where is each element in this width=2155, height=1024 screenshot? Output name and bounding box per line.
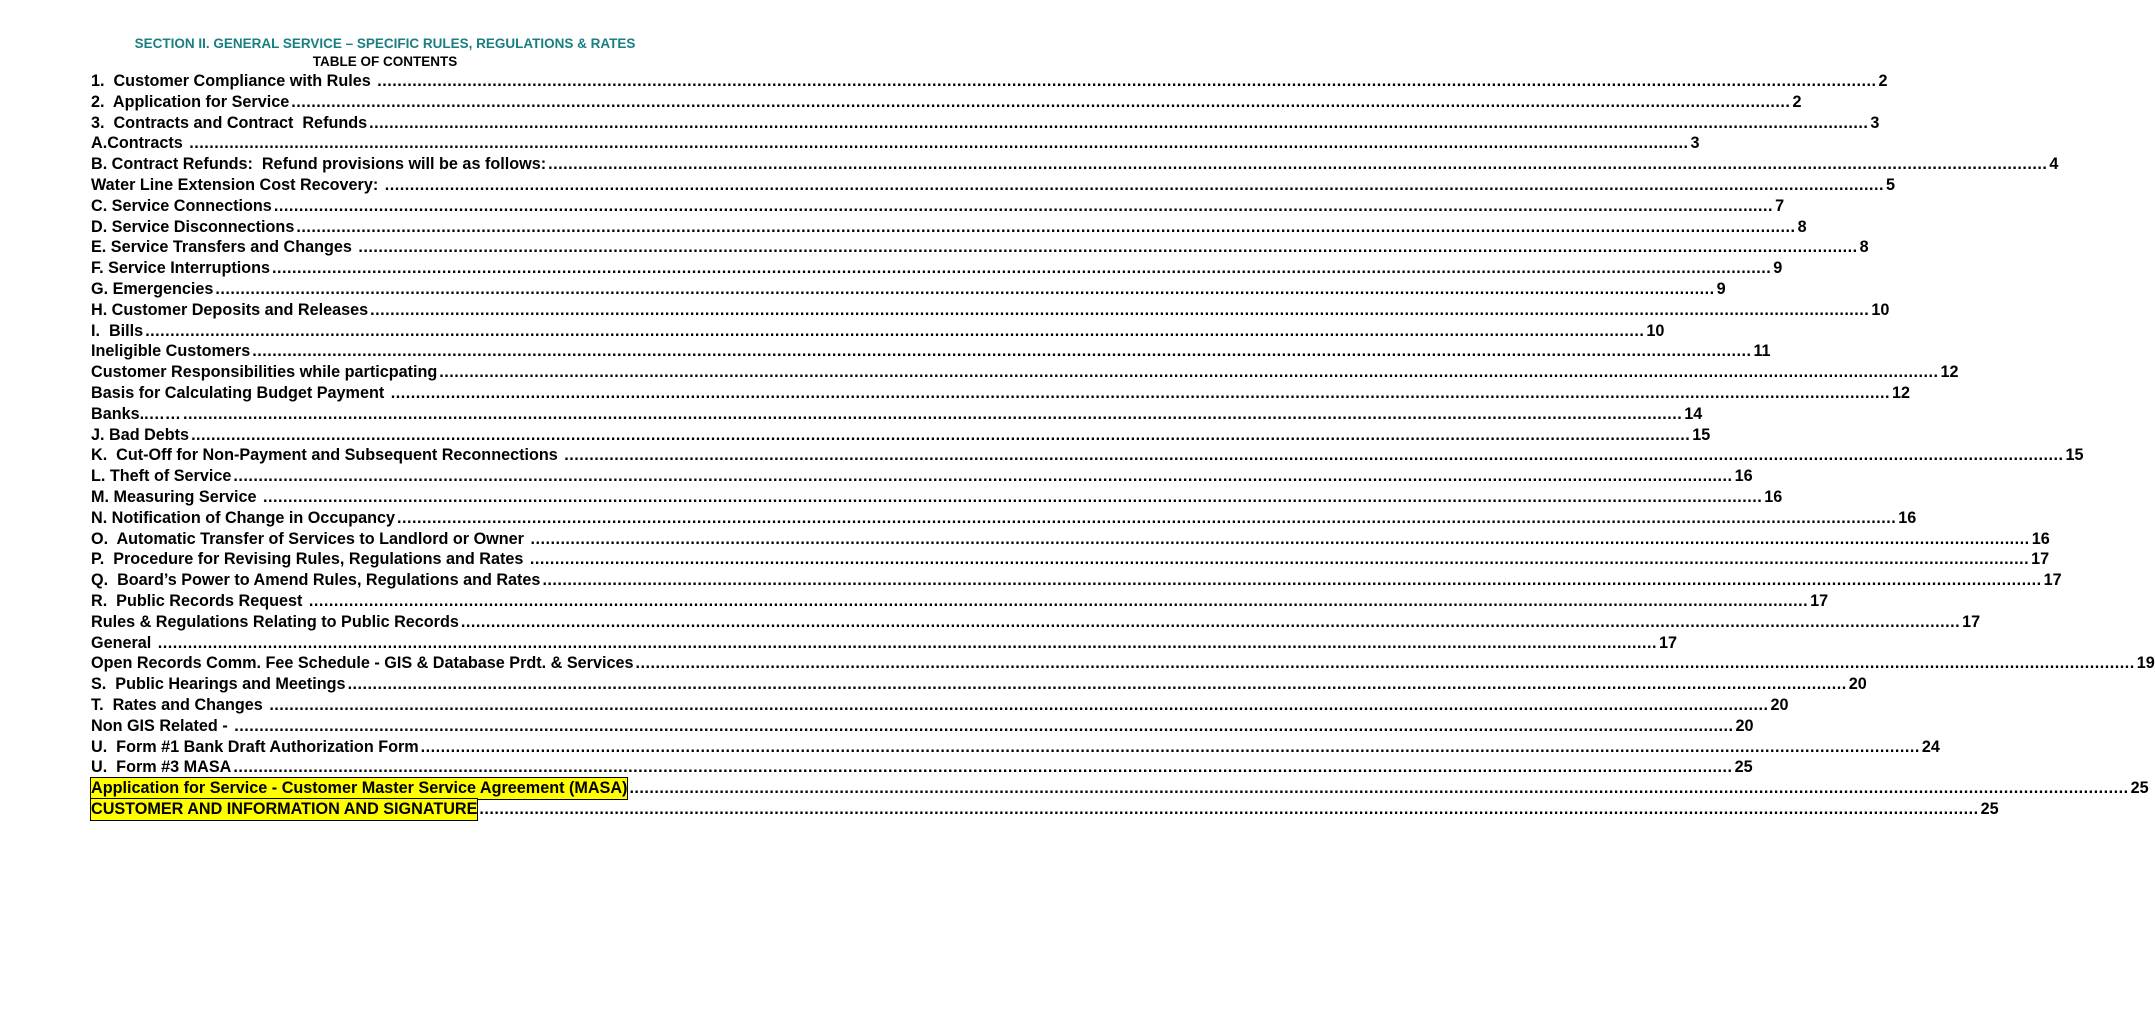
toc-entry[interactable] (91, 508, 1917, 529)
table-of-contents (91, 71, 2155, 820)
toc-entry-page-number: 5 (1885, 175, 1895, 194)
section-title: SECTION II. GENERAL SERVICE – SPECIFIC RULES, REGULATIONS & RATES (134, 36, 636, 51)
toc-entry-page-number: 8 (1797, 217, 1807, 236)
toc-entry-page-number: 16 (1898, 508, 1917, 527)
toc-entry-label: G. Emergencies (91, 279, 214, 298)
toc-dot-leader: ............................................................................................................................................................................................................................................................................................................ (263, 487, 1763, 506)
toc-entry[interactable] (91, 217, 1807, 238)
toc-entry-page-number: 16 (1764, 487, 1783, 506)
toc-entry[interactable] (91, 113, 1880, 134)
toc-entry-label: Banks..…… (91, 404, 181, 423)
toc-dot-leader: ............................................................................................................................................................................................................................................................................................................ (296, 217, 1796, 236)
toc-entry[interactable] (91, 71, 1888, 92)
toc-entry[interactable] (91, 737, 1940, 758)
toc-dot-leader: ............................................................................................................................................................................................................................................................................................................ (397, 508, 1897, 527)
toc-entry-page-number: 10 (1871, 300, 1890, 319)
toc-entry-label: F. Service Interruptions (91, 259, 271, 278)
toc-entry-label: Water Line Extension Cost Recovery: (91, 175, 383, 194)
toc-entry-page-number: 15 (1692, 425, 1711, 444)
toc-entry-page-number: 17 (2043, 571, 2062, 590)
toc-entry-label: K. Cut-Off for Non-Payment and Subsequent Reconnections (91, 446, 563, 465)
toc-entry-label: A.Contracts (91, 134, 188, 153)
toc-dot-leader: ............................................................................................................................................................................................................................................................................................................ (529, 550, 2030, 569)
toc-dot-leader: ............................................................................................................................................................................................................................................................................................................ (157, 633, 1658, 652)
toc-entry[interactable] (91, 549, 2050, 570)
toc-entry[interactable] (91, 633, 1678, 654)
toc-entry-page-number: 24 (1921, 737, 1940, 756)
toc-entry-label: M. Measuring Service (91, 487, 262, 506)
toc-entry-label: L. Theft of Service (91, 467, 232, 486)
toc-entry-label: H. Customer Deposits and Releases (91, 300, 369, 319)
toc-entry-page-number: 8 (1859, 238, 1869, 257)
toc-entry[interactable] (91, 445, 2084, 466)
toc-entry-page-number: 3 (1870, 113, 1880, 132)
toc-entry[interactable] (91, 425, 1711, 446)
toc-entry-page-number: 12 (1940, 363, 1959, 382)
toc-entry[interactable] (91, 570, 2062, 591)
toc-entry-page-number: 11 (1753, 342, 1771, 361)
toc-entry-label: I. Bills (91, 321, 144, 340)
toc-entry-page-number: 20 (1848, 675, 1867, 694)
toc-entry[interactable] (91, 612, 1981, 633)
toc-dot-leader: ............................................................................................................................................................................................................................................................................................................ (629, 779, 2129, 798)
toc-entry-page-number: 20 (1735, 716, 1754, 735)
toc-entry[interactable] (91, 404, 1703, 425)
toc-entry-page-number: 17 (1659, 633, 1678, 652)
toc-entry-label: 1. Customer Compliance with Rules (91, 72, 376, 90)
toc-dot-leader: ............................................................................................................................................................................................................................................................................................................ (234, 716, 1734, 735)
toc-entry[interactable] (91, 653, 2155, 674)
toc-entry-page-number: 17 (1810, 591, 1829, 610)
toc-dot-leader: ............................................................................................................................................................................................................................................................................................................ (191, 425, 1691, 444)
toc-dot-leader: ............................................................................................................................................................................................................................................................................................................ (479, 799, 1979, 818)
toc-entry-label: S. Public Hearings and Meetings (91, 675, 346, 694)
toc-dot-leader: ............................................................................................................................................................................................................................................................................................................ (635, 654, 2135, 673)
toc-entry-page-number: 17 (2031, 550, 2050, 569)
toc-entry[interactable] (91, 362, 1959, 383)
toc-entry-label: E. Service Transfers and Changes (91, 238, 357, 257)
toc-entry[interactable] (91, 154, 2059, 175)
toc-dot-leader: ............................................................................................................................................................................................................................................................................................................ (542, 571, 2042, 590)
toc-dot-leader: ............................................................................................................................................................................................................................................................................................................ (460, 612, 1961, 631)
toc-dot-leader: ............................................................................................................................................................................................................................................................................................................ (273, 196, 1774, 215)
toc-entry[interactable] (91, 321, 1665, 342)
toc-dot-leader: ............................................................................................................................................................................................................................................................................................................ (272, 259, 1772, 278)
toc-entry-page-number: 25 (1980, 799, 1999, 818)
toc-entry-label: Open Records Comm. Fee Schedule - GIS & Database Prdt. & Services (91, 654, 634, 673)
toc-entry-label: Basis for Calculating Budget Payment (91, 383, 389, 402)
toc-entry-label: Q. Board’s Power to Amend Rules, Regulations and Rates (91, 571, 541, 590)
toc-entry-page-number: 15 (2065, 446, 2084, 465)
toc-entry-label: Non GIS Related - (91, 716, 233, 735)
toc-dot-leader: ............................................................................................................................................................................................................................................................................................................ (347, 675, 1847, 694)
toc-entry-label: Rules & Regulations Relating to Public Records (91, 612, 459, 631)
toc-heading: TABLE OF CONTENTS (312, 54, 458, 69)
toc-entry[interactable] (91, 196, 1785, 217)
toc-entry[interactable] (91, 133, 1700, 154)
toc-entry-page-number: 9 (1773, 259, 1783, 278)
toc-entry[interactable] (91, 175, 1895, 196)
toc-entry[interactable] (91, 591, 1829, 612)
toc-dot-leader: ............................................................................................................................................................................................................................................................................................................ (548, 155, 2048, 174)
toc-entry-page-number: 2 (1792, 92, 1802, 111)
toc-dot-leader: ............................................................................................................................................................................................................................................................................................................ (439, 363, 1939, 382)
toc-entry-label: N. Notification of Change in Occupancy (91, 508, 395, 527)
toc-entry[interactable] (91, 757, 1753, 778)
toc-entry[interactable] (91, 279, 1726, 300)
toc-entry-page-number: 12 (1891, 383, 1910, 402)
toc-entry[interactable] (91, 258, 1783, 279)
toc-entry[interactable] (91, 716, 1754, 737)
toc-entry-page-number: 19 (2136, 654, 2155, 673)
toc-dot-leader: ............................................................................................................................................................................................................................................................................................................ (390, 383, 1890, 402)
toc-dot-leader: ............................................................................................................................................................................................................................................................................................................ (377, 72, 1877, 90)
toc-entry-label: 3. Contracts and Contract Refunds (91, 113, 368, 132)
toc-dot-leader: ............................................................................................................................................................................................................................................................................................................ (269, 695, 1769, 714)
toc-dot-leader: ............................................................................................................................................................................................................................................................................................................ (291, 92, 1791, 111)
toc-dot-leader: ............................................................................................................................................................................................................................................................................................................ (233, 467, 1733, 486)
toc-entry-page-number: 7 (1775, 196, 1785, 215)
toc-dot-leader: ............................................................................................................................................................................................................................................................................................................ (420, 737, 1920, 756)
toc-entry-page-number: 2 (1878, 72, 1888, 90)
toc-dot-leader: ............................................................................................................................................................................................................................................................................................................ (215, 279, 1715, 298)
toc-entry-page-number: 10 (1646, 321, 1665, 340)
toc-entry-label: R. Public Records Request (91, 591, 307, 610)
toc-entry-label: CUSTOMER AND INFORMATION AND SIGNATURE (91, 799, 478, 818)
toc-entry[interactable] (91, 341, 1771, 362)
toc-entry-label: J. Bad Debts (91, 425, 190, 444)
toc-entry-label: Ineligible Customers (91, 342, 251, 361)
toc-entry-label: D. Service Disconnections (91, 217, 295, 236)
toc-entry[interactable] (91, 487, 1783, 508)
toc-entry-label: U. Form #3 MASA (91, 758, 232, 777)
toc-entry[interactable] (91, 383, 1910, 404)
toc-entry-label: C. Service Connections (91, 196, 272, 215)
toc-entry-page-number: 25 (1734, 758, 1753, 777)
toc-entry-page-number: 25 (2130, 779, 2149, 798)
toc-entry-page-number: 9 (1716, 279, 1726, 298)
toc-entry-page-number: 3 (1690, 134, 1700, 153)
toc-entry-label: T. Rates and Changes (91, 695, 268, 714)
toc-entry-page-number: 20 (1770, 695, 1789, 714)
toc-dot-leader: ............................................................................................................................................................................................................................................................................................................ (369, 113, 1869, 132)
toc-entry-label: Customer Responsibilities while particpating (91, 363, 438, 382)
toc-entry-label: O. Automatic Transfer of Services to Landlord or Owner (91, 529, 529, 548)
toc-dot-leader: ............................................................................................................................................................................................................................................................................................................ (182, 404, 1683, 423)
toc-dot-leader: ............................................................................................................................................................................................................................................................................................................ (530, 529, 2030, 548)
toc-dot-leader: ............................................................................................................................................................................................................................................................................................................ (145, 321, 1645, 340)
toc-entry-label: U. Form #1 Bank Draft Authorization Form (91, 737, 419, 756)
toc-entry[interactable] (91, 778, 2149, 799)
toc-entry-label: B. Contract Refunds: Refund provisions will be as follows: (91, 155, 547, 174)
toc-entry-page-number: 4 (2049, 155, 2059, 174)
toc-entry[interactable] (91, 237, 1869, 258)
toc-entry-label: General (91, 633, 156, 652)
toc-dot-leader: ............................................................................................................................................................................................................................................................................................................ (233, 758, 1733, 777)
toc-dot-leader: ............................................................................................................................................................................................................................................................................................................ (358, 238, 1858, 257)
toc-entry[interactable] (91, 300, 1890, 321)
toc-entry-page-number: 16 (1734, 467, 1753, 486)
toc-entry[interactable] (91, 674, 1867, 695)
toc-dot-leader: ............................................................................................................................................................................................................................................................................................................ (308, 591, 1809, 610)
toc-dot-leader: ............................................................................................................................................................................................................................................................................................................ (252, 342, 1752, 361)
toc-dot-leader: ............................................................................................................................................................................................................................................................................................................ (384, 175, 1884, 194)
toc-entry-page-number: 14 (1684, 404, 1703, 423)
toc-entry[interactable] (91, 799, 1999, 820)
toc-entry-page-number: 17 (1962, 612, 1981, 631)
toc-entry[interactable] (91, 529, 2050, 550)
toc-entry-label: P. Procedure for Revising Rules, Regulations and Rates (91, 550, 528, 569)
toc-entry[interactable] (91, 466, 1753, 487)
toc-dot-leader: ............................................................................................................................................................................................................................................................................................................ (370, 300, 1870, 319)
toc-entry[interactable] (91, 92, 1802, 113)
toc-entry-label: 2. Application for Service (91, 92, 290, 111)
toc-entry[interactable] (91, 695, 1789, 716)
toc-entry-page-number: 16 (2031, 529, 2050, 548)
toc-dot-leader: ............................................................................................................................................................................................................................................................................................................ (189, 134, 1689, 153)
toc-entry-label: Application for Service - Customer Master Service Agreement (MASA) (91, 779, 628, 798)
toc-dot-leader: ............................................................................................................................................................................................................................................................................................................ (564, 446, 2064, 465)
